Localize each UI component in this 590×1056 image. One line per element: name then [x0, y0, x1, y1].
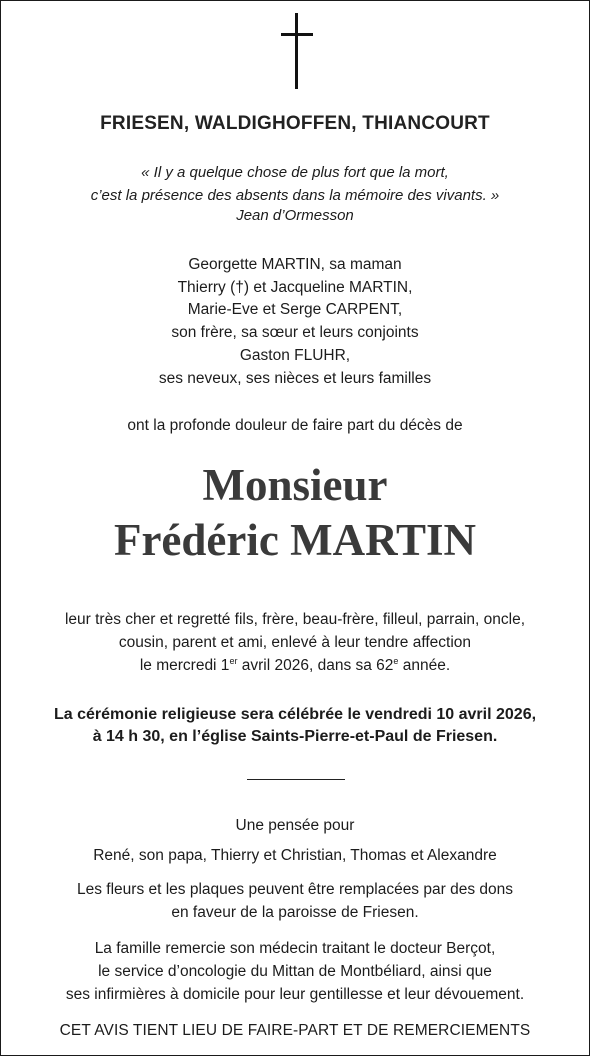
flowers-line-1: Les fleurs et les plaques peuvent être remplacées par des dons: [77, 881, 513, 898]
thanks-line-2: le service d’oncologie du Mittan de Montbéliard, ainsi que: [98, 963, 492, 980]
family-member: Marie-Eve et Serge CARPENT,: [187, 301, 403, 318]
places-heading: FRIESEN, WALDIGHOFFEN, THIANCOURT: [100, 113, 490, 134]
quote-line-1: « Il y a quelque chose de plus fort que la mort,: [141, 164, 449, 181]
latin-cross-icon: [281, 13, 313, 89]
thanks-line-3: ses infirmières à domicile pour leur gentillesse et leur dévouement.: [65, 986, 525, 1003]
thanks-line-1: La famille remercie son médecin traitant le docteur Berçot,: [94, 940, 496, 957]
family-member: Gaston FLUHR,: [239, 347, 351, 364]
description-line-1: leur très cher et regretté fils, frère, beau-frère, filleul, parrain, oncle,: [64, 611, 526, 628]
family-member: son frère, sa sœur et leurs conjoints: [171, 324, 419, 341]
divider: [247, 779, 345, 780]
description-line-3: le mercredi 1er avril 2026, dans sa 62e année.: [139, 656, 451, 674]
thought-intro: Une pensée pour: [235, 817, 355, 834]
quote-line-2: c’est la présence des absents dans la mémoire des vivants. »: [90, 187, 500, 204]
description-line-2: cousin, parent et ami, enlevé à leur tendre affection: [118, 634, 472, 651]
flowers-line-2: en faveur de la paroisse de Friesen.: [171, 904, 419, 921]
quote-author: Jean d’Ormesson: [236, 207, 354, 224]
closing-notice: CET AVIS TIENT LIEU DE FAIRE-PART ET DE REMERCIEMENTS: [59, 1022, 531, 1039]
ceremony-line-2: à 14 h 30, en l’église Saints-Pierre-et-Paul de Friesen.: [92, 728, 498, 745]
thought-names: René, son papa, Thierry et Christian, Thomas et Alexandre: [93, 847, 497, 864]
family-member: Thierry (†) et Jacqueline MARTIN,: [177, 279, 413, 296]
deceased-name: Frédéric MARTIN: [113, 515, 477, 565]
family-member: Georgette MARTIN, sa maman: [188, 256, 402, 273]
family-member: ses neveux, ses nièces et leurs familles: [158, 370, 432, 387]
deceased-title: Monsieur: [202, 460, 388, 510]
announcement: ont la profonde douleur de faire part du décès de: [127, 417, 463, 434]
ceremony-line-1: La cérémonie religieuse sera célébrée le vendredi 10 avril 2026,: [53, 706, 537, 723]
